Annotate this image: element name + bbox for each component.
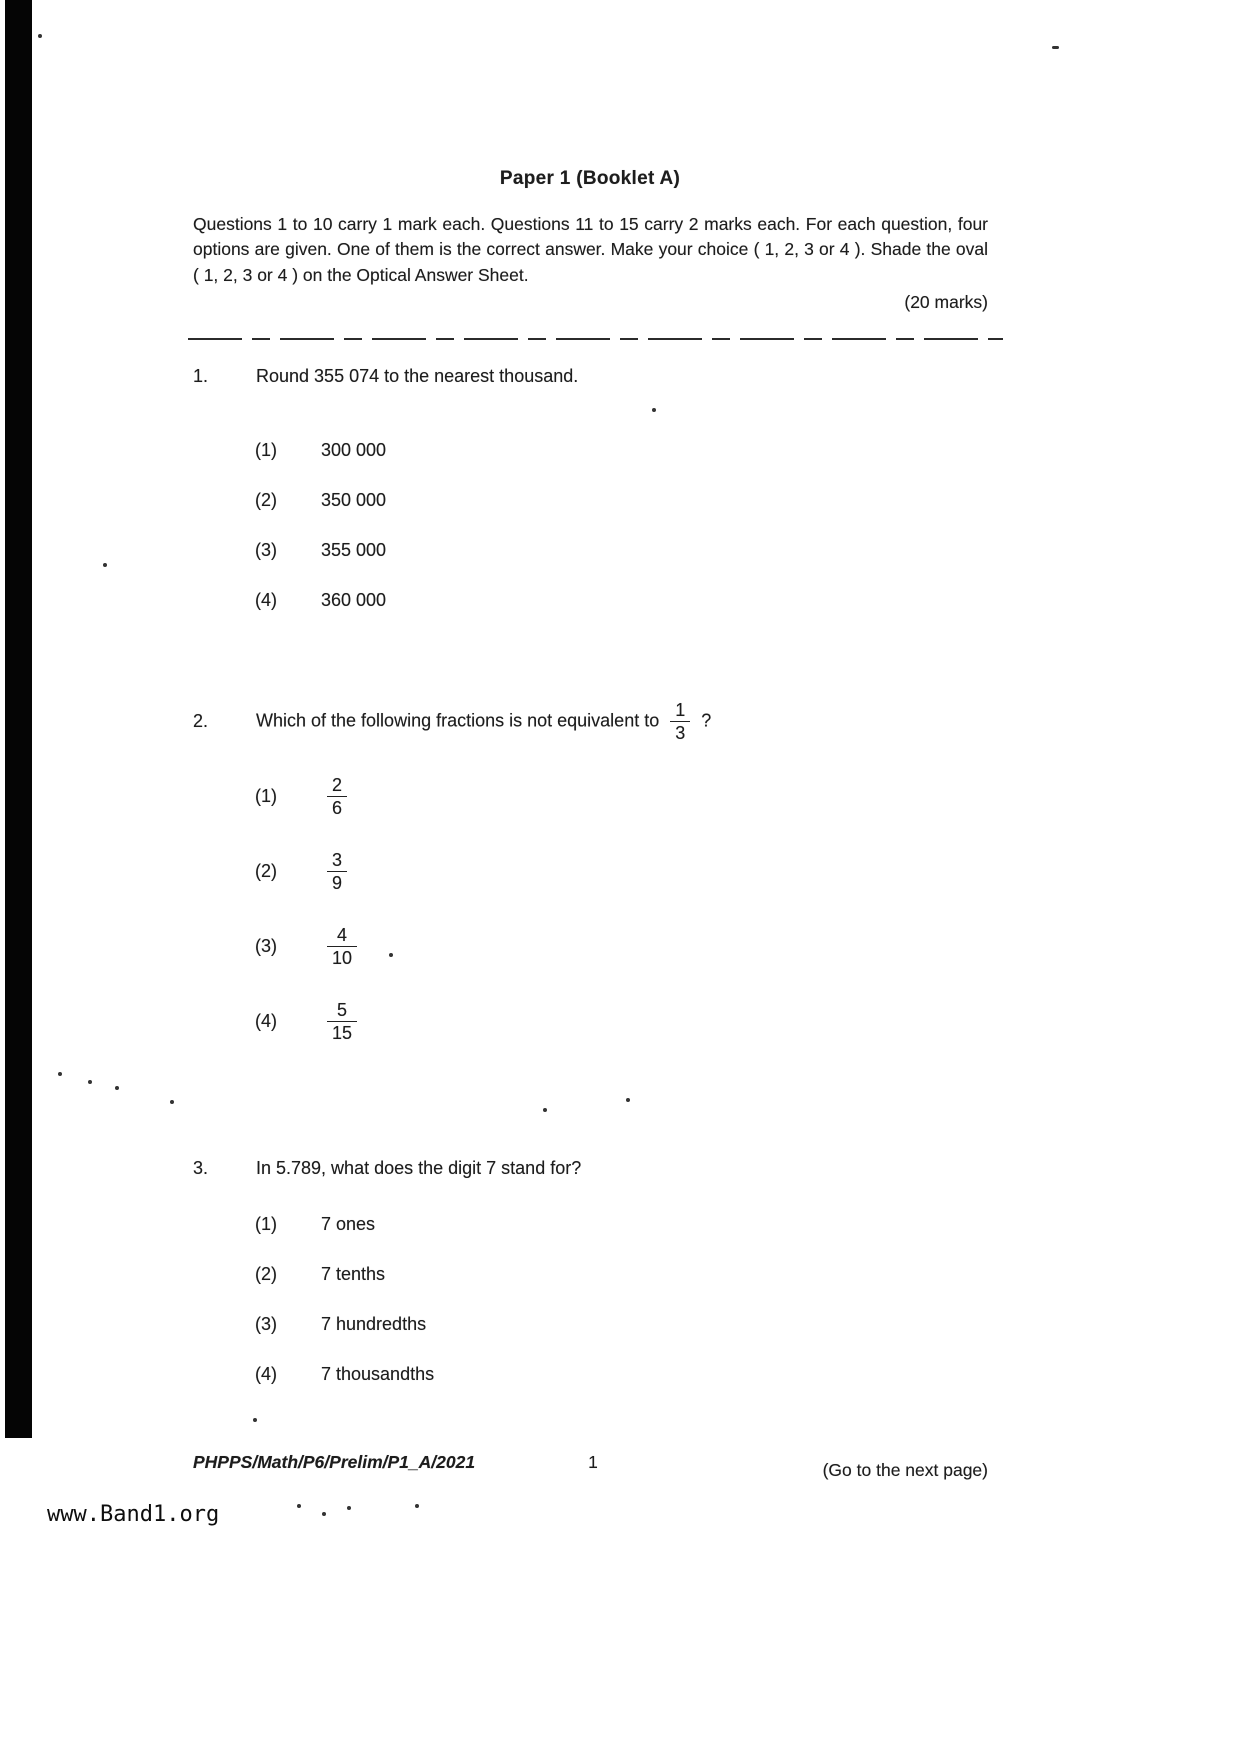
footer-page-number: 1 (588, 1452, 598, 1472)
option-label: (3) (255, 539, 277, 560)
scan-speckle (297, 1504, 301, 1508)
question-number: 2. (193, 711, 209, 732)
option-value: 7 tenths (321, 1263, 386, 1284)
option-label: (4) (255, 1011, 277, 1032)
scan-speckle (103, 563, 107, 567)
question-3 (193, 1158, 1003, 1399)
option-label: (4) (255, 1363, 277, 1384)
scan-speckle (115, 1086, 119, 1090)
option-label: (2) (255, 489, 277, 510)
question-text-suffix: ? (701, 710, 712, 731)
watermark-url: www.Band1.org (47, 1502, 220, 1527)
question-number: 1. (193, 366, 209, 386)
scan-speckle (626, 1098, 630, 1102)
option-value: 300 000 (321, 439, 387, 460)
option-label: (2) (255, 1263, 277, 1284)
scan-speckle (652, 408, 656, 412)
option-value: 360 000 (321, 589, 387, 610)
option-row (193, 525, 1003, 575)
scan-speckle (58, 1072, 62, 1076)
fraction (327, 850, 347, 893)
option-row (193, 475, 1003, 525)
fraction (327, 1000, 357, 1043)
option-label: (1) (255, 1213, 277, 1234)
options-list (193, 425, 1003, 625)
footer-doc-code: PHPPS/Math/P6/Prelim/P1_A/2021 (193, 1452, 476, 1472)
option-row (193, 575, 1003, 625)
option-row (193, 984, 1003, 1059)
option-value: 7 ones (321, 1213, 376, 1234)
fraction-numerator: 4 (337, 925, 348, 946)
option-value: 355 000 (321, 539, 387, 560)
instructions-paragraph: Questions 1 to 10 carry 1 mark each. Questions 11 to 15 carry 2 marks each. For each question, four options are given. One of them is the correct answer. Make your choice ( 1, 2, 3 or 4 ). Shade the oval ( 1, 2, 3 or 4 ) on the Optical Answer Sheet. (193, 214, 988, 285)
option-row (193, 1249, 1003, 1299)
fraction-denominator: 3 (670, 721, 690, 744)
option-label: (4) (255, 589, 277, 610)
fraction-numerator: 2 (332, 775, 343, 796)
option-row (193, 425, 1003, 475)
option-row (193, 1199, 1003, 1249)
option-value: 7 thousandths (321, 1363, 435, 1384)
fraction-denominator: 15 (327, 1021, 357, 1044)
fraction-denominator: 9 (327, 871, 347, 894)
option-row (193, 909, 1003, 984)
separator-line (188, 338, 1003, 340)
option-row (193, 1349, 1003, 1399)
options-list (193, 1199, 1003, 1399)
option-row (193, 759, 1003, 834)
footer-next-page-note: (Go to the next page) (822, 1460, 988, 1480)
scan-speckle (415, 1504, 419, 1508)
fraction-denominator: 6 (327, 796, 347, 819)
question-text: Round 355 074 to the nearest thousand. (256, 366, 579, 386)
scan-speckle (543, 1108, 547, 1112)
fraction-numerator: 1 (675, 700, 686, 720)
option-label: (1) (255, 786, 277, 807)
fraction (327, 925, 357, 968)
scan-speckle (253, 1418, 257, 1422)
question-1 (193, 366, 1003, 625)
page-title: Paper 1 (Booklet A) (499, 168, 681, 189)
options-list (193, 759, 1003, 1059)
fraction (670, 700, 690, 743)
page-footer (193, 1452, 988, 1480)
question-text: Which of the following fractions is not equivalent to (256, 710, 660, 731)
scan-speckle (389, 953, 393, 957)
option-value: 7 hundredths (321, 1313, 427, 1334)
fraction-numerator: 5 (337, 1000, 348, 1021)
option-label: (1) (255, 439, 277, 460)
fraction-denominator: 10 (327, 946, 357, 969)
scan-speckle (170, 1100, 174, 1104)
fraction-numerator: 3 (332, 850, 343, 871)
option-label: (3) (255, 936, 277, 957)
total-marks-label: (20 marks) (904, 292, 988, 312)
fraction (327, 775, 347, 818)
question-text: In 5.789, what does the digit 7 stand for? (256, 1158, 582, 1178)
scan-speckle (1052, 46, 1059, 49)
option-row (193, 1299, 1003, 1349)
option-row (193, 834, 1003, 909)
option-label: (3) (255, 1313, 277, 1334)
option-value: 350 000 (321, 489, 387, 510)
scan-speckle (38, 34, 42, 38)
scan-speckle (322, 1512, 326, 1516)
scan-speckle (88, 1080, 92, 1084)
option-label: (2) (255, 861, 277, 882)
scan-speckle (347, 1506, 351, 1510)
question-number: 3. (193, 1158, 209, 1178)
question-2 (193, 700, 1003, 1059)
scan-edge-strip (5, 0, 32, 1438)
